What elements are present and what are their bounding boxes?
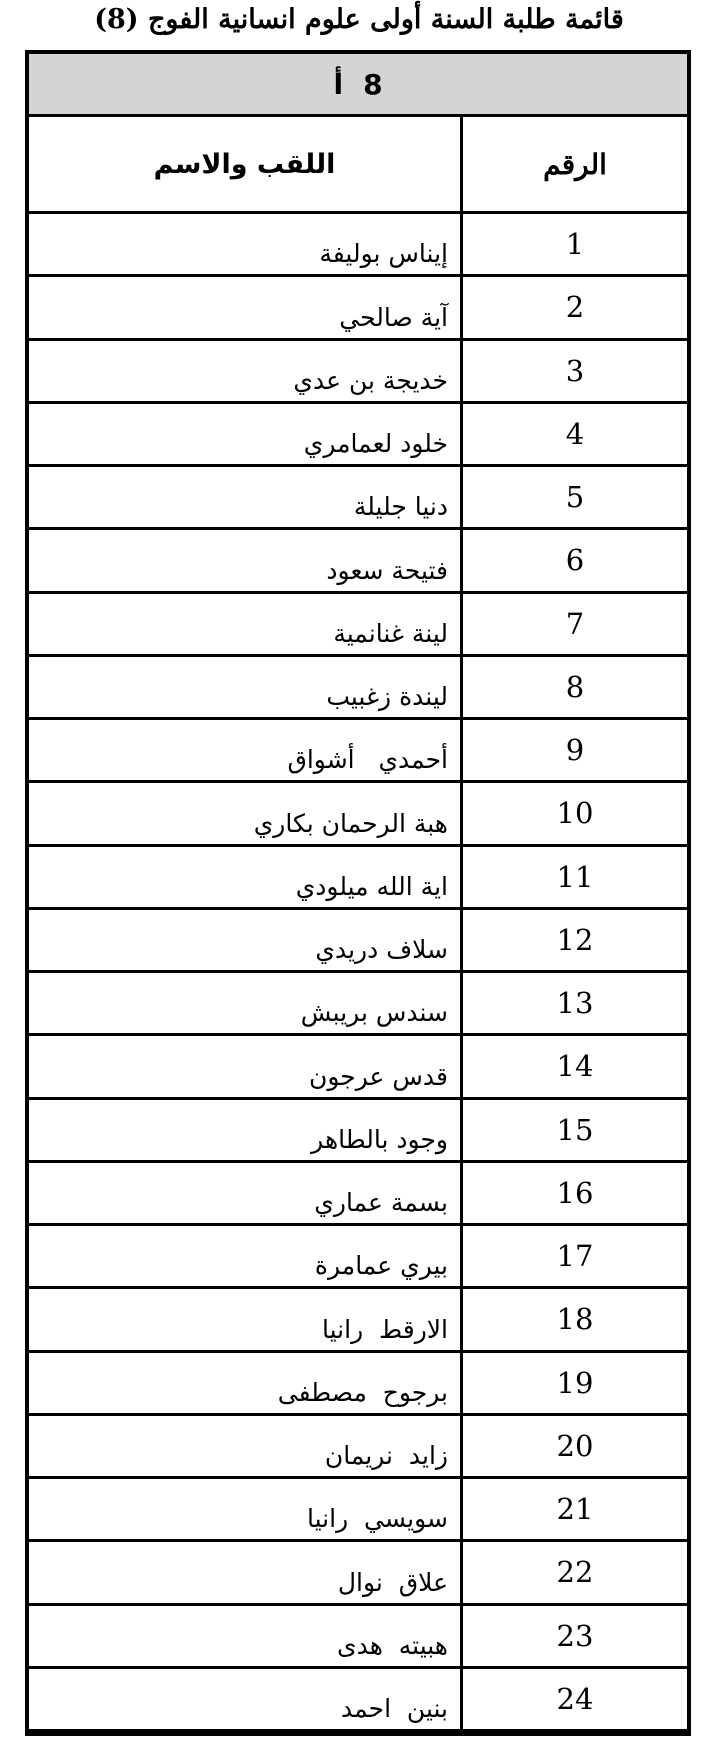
student-name: ليندة زغبيب xyxy=(29,657,463,717)
column-header-number: الرقم xyxy=(543,147,607,181)
student-name: سندس بريبش xyxy=(29,973,463,1033)
table-row xyxy=(29,530,687,593)
page-title: قائمة طلبة السنة أولى علوم انسانية الفوج (8) xyxy=(94,4,624,35)
student-name: خديجة بن عدي xyxy=(29,341,463,401)
student-name: علاق نوال xyxy=(29,1542,463,1602)
table-row xyxy=(29,1226,687,1289)
table-row xyxy=(29,1036,687,1099)
row-number: 4 xyxy=(565,416,585,451)
row-number: 20 xyxy=(556,1428,594,1463)
table-row xyxy=(29,594,687,657)
student-name: أحمدي أشواق xyxy=(29,720,463,780)
table-row xyxy=(29,657,687,720)
student-name: برجوح مصطفى xyxy=(29,1353,463,1413)
table-row xyxy=(29,1416,687,1479)
student-name: زايد نريمان xyxy=(29,1416,463,1476)
table-row xyxy=(29,1100,687,1163)
student-name: قدس عرجون xyxy=(29,1036,463,1096)
column-header-name: اللقب والاسم xyxy=(29,117,463,211)
student-name: آية صالحي xyxy=(29,277,463,337)
table-row xyxy=(29,1289,687,1352)
row-number: 15 xyxy=(556,1112,594,1147)
row-number: 9 xyxy=(565,733,585,768)
student-name: بسمة عماري xyxy=(29,1163,463,1223)
row-number: 11 xyxy=(556,859,594,894)
group-header xyxy=(29,54,687,117)
student-name: هبة الرحمان بكاري xyxy=(29,783,463,843)
row-number: 17 xyxy=(556,1239,594,1274)
table-row xyxy=(29,341,687,404)
group-number: 8 xyxy=(363,67,383,101)
row-number: 13 xyxy=(556,986,594,1021)
row-number: 8 xyxy=(565,669,585,704)
row-number: 22 xyxy=(556,1555,594,1590)
table-row xyxy=(29,1542,687,1605)
table-row xyxy=(29,1479,687,1542)
row-number: 18 xyxy=(556,1302,594,1337)
student-name: إيناس بوليفة xyxy=(29,214,463,274)
student-name: اية الله ميلودي xyxy=(29,847,463,907)
table-row xyxy=(29,467,687,530)
row-number: 19 xyxy=(556,1365,594,1400)
table-row xyxy=(29,404,687,467)
table-row xyxy=(29,1606,687,1669)
table-row xyxy=(29,277,687,340)
row-number: 7 xyxy=(565,606,585,641)
row-number: 23 xyxy=(556,1618,594,1653)
row-number: 10 xyxy=(556,796,594,831)
group-section: أ xyxy=(333,67,344,101)
table-row xyxy=(29,1669,687,1732)
row-number: 16 xyxy=(556,1175,594,1210)
table-row xyxy=(29,783,687,846)
student-name: وجود بالطاهر xyxy=(29,1100,463,1160)
student-name: سويسي رانيا xyxy=(29,1479,463,1539)
row-number: 5 xyxy=(565,480,585,515)
table-row xyxy=(29,720,687,783)
student-name: لينة غنانمية xyxy=(29,594,463,654)
table-row xyxy=(29,1353,687,1416)
student-name: فتيحة سعود xyxy=(29,530,463,590)
table-row xyxy=(29,1163,687,1226)
row-number: 2 xyxy=(565,290,585,325)
student-name: سلاف دريدي xyxy=(29,910,463,970)
row-number: 1 xyxy=(565,227,585,262)
row-number: 24 xyxy=(556,1681,594,1716)
row-number: 3 xyxy=(565,353,585,388)
student-name: بيري عمامرة xyxy=(29,1226,463,1286)
table-row xyxy=(29,214,687,277)
table-row xyxy=(29,973,687,1036)
student-name: خلود لعمامري xyxy=(29,404,463,464)
student-name: هبيته هدى xyxy=(29,1606,463,1666)
row-number: 12 xyxy=(556,922,594,957)
table-header-row xyxy=(29,117,687,214)
student-name: بنين احمد xyxy=(29,1669,463,1729)
student-roster-table xyxy=(25,50,691,1736)
table-row xyxy=(29,910,687,973)
student-name: الارقط رانيا xyxy=(29,1289,463,1349)
row-number: 14 xyxy=(556,1049,594,1084)
row-number: 21 xyxy=(556,1492,594,1527)
row-number: 6 xyxy=(565,543,585,578)
student-name: دنيا جليلة xyxy=(29,467,463,527)
table-row xyxy=(29,847,687,910)
